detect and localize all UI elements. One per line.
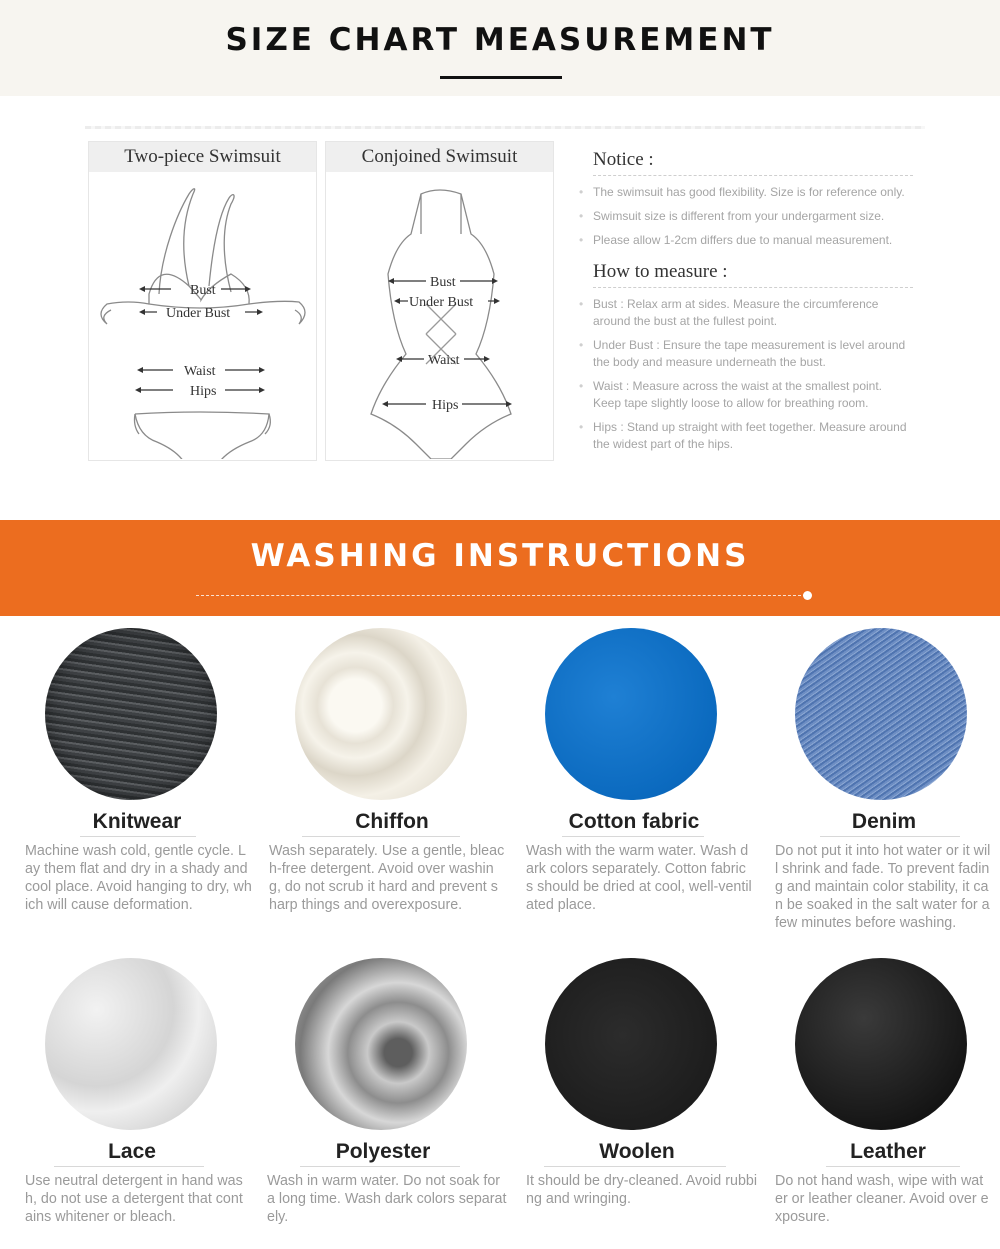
onepiece-hips-label: Hips (432, 398, 459, 413)
chiffon-swatch (295, 628, 467, 800)
faint-divider (85, 126, 925, 129)
knitwear-swatch (45, 628, 217, 800)
washing-title: WASHING INSTRUCTIONS (250, 538, 750, 574)
measure-item: • Bust : Relax arm at sides. Measure the circumference around the bust at the fullest point. (593, 296, 913, 330)
washing-divider (196, 595, 806, 596)
fabric-description: Machine wash cold, gentle cycle. Lay them flat and dry in a shady and cool place. Avoid hanging to dry, which will cause deformation. (25, 843, 252, 913)
fabric-underline (302, 836, 460, 837)
denim-swatch (795, 628, 967, 800)
conjoined-diagram-card (325, 141, 554, 461)
fabric-underline (80, 836, 196, 837)
fabric-underline (544, 1166, 726, 1167)
notice-panel (593, 149, 913, 460)
fabric-name: Leather (850, 1140, 926, 1163)
conjoined-title: Conjoined Swimsuit (326, 142, 553, 172)
cotton-swatch (545, 628, 717, 800)
fabric-description: Wash in warm water. Do not soak for a long time. Wash dark colors separately. (267, 1173, 507, 1225)
size-chart-section (0, 96, 1000, 520)
bikini-waist-label: Waist (184, 364, 216, 379)
fabric-name: Denim (851, 810, 917, 833)
onepiece-bust-label: Bust (430, 275, 456, 290)
woolen-swatch (545, 958, 717, 1130)
measure-item: • Under Bust : Ensure the tape measurement is level around the body and measure underneath the bust. (593, 337, 913, 371)
measure-item: • Waist : Measure across the waist at the smallest point. Keep tape slightly loose to allow for breathing room. (593, 378, 913, 412)
onepiece-waist-label: Waist (428, 353, 460, 368)
how-to-measure-divider (593, 287, 913, 288)
title-underline (440, 76, 562, 79)
onepiece-underbust-label: Under Bust (409, 295, 474, 310)
measure-item: • Hips : Stand up straight with feet together. Measure around the widest part of the hips. (593, 419, 913, 453)
fabric-underline (54, 1166, 204, 1167)
fabric-description: Wash separately. Use a gentle, bleach-free detergent. Avoid over washing, do not scrub it hard and prevent sharp things and overexposure. (269, 843, 505, 913)
fabric-name: Lace (108, 1140, 156, 1163)
fabric-name: Cotton fabric (568, 810, 700, 833)
lace-swatch (45, 958, 217, 1130)
fabric-name: Polyester (335, 1140, 431, 1163)
fabric-underline (300, 1166, 460, 1167)
fabric-description: Wash with the warm water. Wash dark colors separately. Cotton fabrics should be dried at cool, well-ventilated place. (526, 843, 752, 913)
how-to-measure-title: How to measure : (593, 261, 728, 282)
fabric-description: Do not put it into hot water or it will shrink and fade. To prevent fading and maintain color stability, it can be soaked in the salt water for a few minutes before washing. (775, 843, 991, 931)
two-piece-title: Two-piece Swimsuit (89, 142, 316, 172)
fabric-description: It should be dry-cleaned. Avoid rubbing and wringing. (526, 1173, 758, 1207)
notice-item: • Swimsuit size is different from your undergarment size. (593, 208, 913, 225)
fabric-underline (826, 1166, 960, 1167)
notice-item: • The swimsuit has good flexibility. Size is for reference only. (593, 184, 913, 201)
fabric-description: Use neutral detergent in hand wash, do not use a detergent that contains whitener or bleach. (25, 1173, 243, 1225)
bikini-diagram (89, 174, 316, 459)
notice-divider (593, 175, 913, 176)
notice-item: • Please allow 1-2cm differs due to manual measurement. (593, 232, 913, 249)
bikini-hips-label: Hips (190, 384, 217, 399)
size-chart-header (0, 0, 1000, 96)
polyester-swatch (295, 958, 467, 1130)
fabric-underline (820, 836, 960, 837)
notice-title: Notice : (593, 149, 654, 170)
bikini-bust-label: Bust (190, 283, 216, 298)
bikini-underbust-label: Under Bust (166, 306, 231, 321)
page-title: SIZE CHART MEASUREMENT (225, 22, 775, 58)
fabric-underline (562, 836, 704, 837)
washing-instructions-banner (0, 520, 1000, 616)
washing-divider-dot (803, 591, 812, 600)
fabric-description: Do not hand wash, wipe with water or leather cleaner. Avoid over exposure. (775, 1173, 989, 1225)
fabric-name: Woolen (599, 1140, 675, 1163)
leather-swatch (795, 958, 967, 1130)
fabric-name: Knitwear (92, 810, 182, 833)
two-piece-diagram-card (88, 141, 317, 461)
fabric-name: Chiffon (355, 810, 429, 833)
one-piece-diagram (326, 174, 553, 459)
